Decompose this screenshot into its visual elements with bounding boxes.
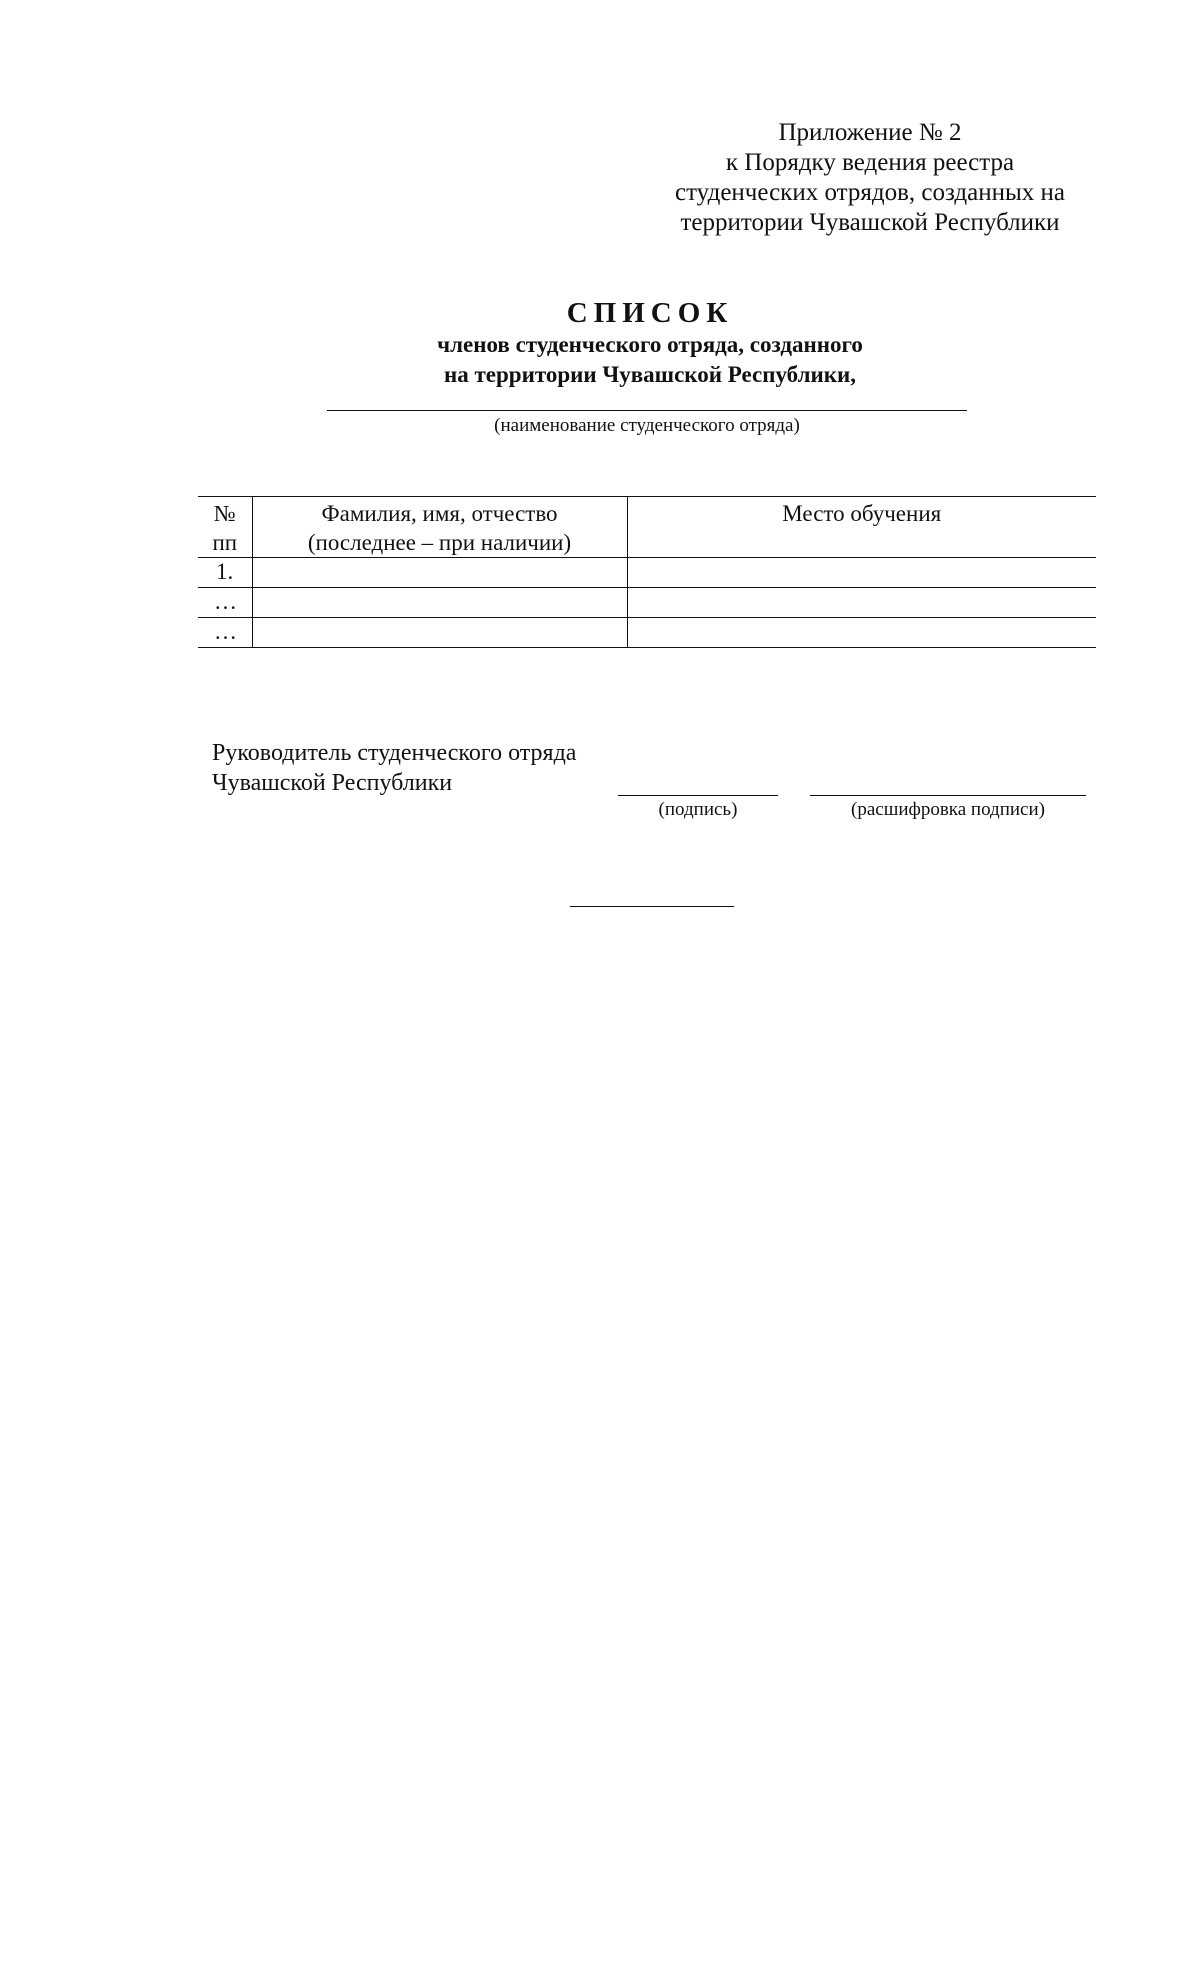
squad-name-caption: (наименование студенческого отряда) (494, 415, 800, 436)
squad-leader-line: Чувашской Республики (212, 770, 453, 796)
table-row (198, 558, 1096, 588)
full-name-cell (252, 618, 627, 648)
document-end-line (570, 906, 734, 907)
squad-leader-line: Руководитель студенческого отряда (212, 740, 577, 766)
document-title-block (300, 296, 1000, 390)
place-of-study-cell (627, 618, 1096, 648)
signature-decode-blank-line (810, 795, 1086, 796)
column-header-number: № пп (198, 497, 252, 558)
appendix-header (640, 118, 1100, 238)
signature-decode-caption: (расшифровка подписи) (851, 799, 1045, 820)
members-table (198, 496, 1096, 648)
signature-caption: (подпись) (658, 799, 738, 820)
full-name-cell (252, 558, 627, 588)
document-subtitle-line: на территории Чувашской Республики, (444, 362, 856, 387)
table-row (198, 588, 1096, 618)
table-row (198, 618, 1096, 648)
signature-blank-line (618, 795, 778, 796)
full-name-cell (252, 588, 627, 618)
row-number-cell: … (198, 618, 252, 648)
document-title: СПИСОК (566, 297, 734, 329)
appendix-line: к Порядку ведения реестра (725, 149, 1015, 176)
squad-name-blank-line (327, 410, 967, 411)
place-of-study-cell (627, 588, 1096, 618)
row-number-cell: … (198, 588, 252, 618)
column-header-place-of-study: Место обучения (627, 497, 1096, 558)
table-header-row (198, 497, 1096, 558)
appendix-line: территории Чувашской Республики (680, 209, 1060, 236)
squad-leader-label (212, 738, 576, 798)
column-header-full-name: Фамилия, имя, отчество (последнее – при наличии) (252, 497, 627, 558)
row-number-cell: 1. (198, 558, 252, 588)
appendix-line: студенческих отрядов, созданных на (674, 179, 1065, 206)
place-of-study-cell (627, 558, 1096, 588)
appendix-line: Приложение № 2 (778, 119, 962, 146)
document-subtitle-line: членов студенческого отряда, созданного (437, 332, 863, 357)
